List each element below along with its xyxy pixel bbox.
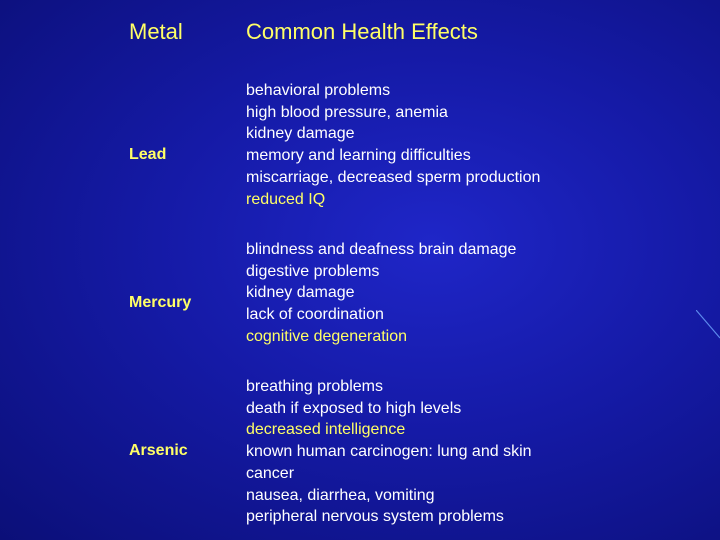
effect-item: miscarriage, decreased sperm production — [246, 168, 541, 186]
effects-lead — [246, 80, 540, 210]
effect-item: kidney damage — [246, 125, 355, 143]
metal-lead: Lead — [129, 146, 167, 163]
header-metal: Metal — [129, 19, 183, 44]
effect-item-highlighted: reduced IQ — [246, 190, 326, 208]
effects-mercury — [246, 239, 516, 348]
metal-arsenic: Arsenic — [129, 442, 188, 459]
effect-item: blindness and deafness brain damage — [246, 241, 517, 258]
effect-item: peripheral nervous system problems — [246, 508, 504, 526]
effect-item: breathing problems — [246, 378, 383, 395]
effects-arsenic — [246, 376, 532, 528]
metal-mercury: Mercury — [129, 294, 192, 311]
effect-item-highlighted: cognitive degeneration — [246, 327, 408, 345]
header-health-effects: Common Health Effects — [246, 19, 478, 44]
effect-item: lack of coordination — [246, 306, 384, 324]
effect-item-highlighted: decreased intelligence — [246, 421, 406, 439]
effect-item: known human carcinogen: lung and skin — [246, 443, 532, 461]
effect-item: memory and learning difficulties — [246, 147, 471, 165]
light-ray-decoration — [696, 310, 720, 350]
effect-item: high blood pressure, anemia — [246, 103, 448, 121]
effect-item: kidney damage — [246, 284, 355, 302]
effect-item: cancer — [246, 464, 295, 482]
effect-item: digestive problems — [246, 262, 380, 280]
effect-item: death if exposed to high levels — [246, 399, 462, 417]
effect-item: nausea, diarrhea, vomiting — [246, 486, 435, 504]
effect-item: behavioral problems — [246, 82, 391, 99]
